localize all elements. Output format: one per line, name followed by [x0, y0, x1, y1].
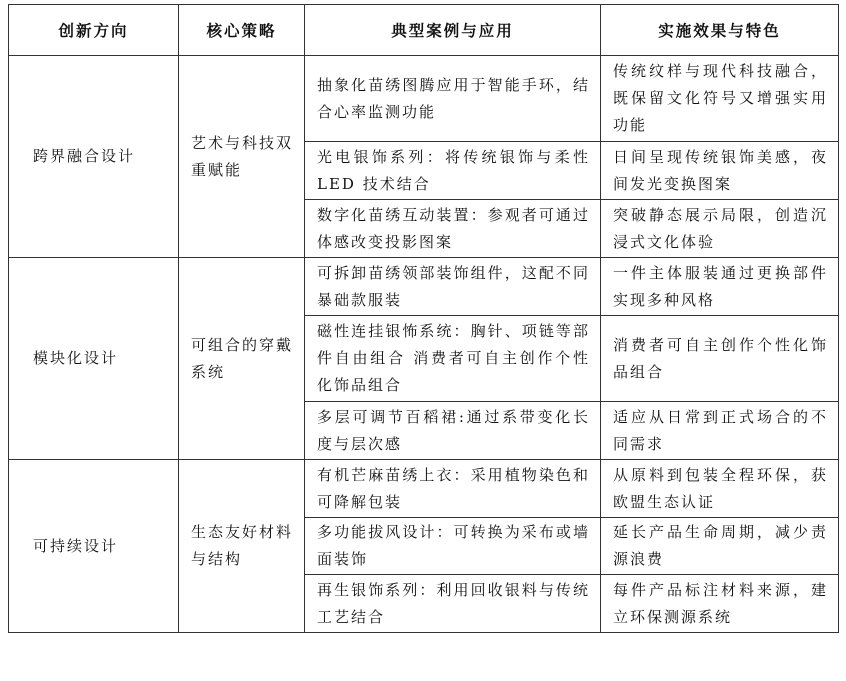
direction-cell: 跨界融合设计 [9, 56, 179, 258]
innovation-table [8, 4, 839, 633]
strategy-cell: 艺术与科技双重赋能 [179, 56, 305, 258]
case-cell: 再生银饰系列：利用回收银料与传统工艺结合 [305, 575, 601, 633]
table-row [9, 56, 839, 142]
header-strategy: 核心策略 [179, 5, 305, 56]
table-row [9, 460, 839, 518]
effect-cell: 适应从日常到正式场合的不同需求 [601, 402, 839, 460]
header-direction: 创新方向 [9, 5, 179, 56]
effect-cell: 传统纹样与现代科技融合，既保留文化符号又增强实用功能 [601, 56, 839, 142]
effect-cell: 日间呈现传统银饰美感，夜间发光变换图案 [601, 142, 839, 200]
case-cell: 磁性连挂银怖系统：胸针、项链等部件自由组合 消费者可自主创作个性化饰品组合 [305, 316, 601, 402]
case-cell: 多层可调节百稻裙:通过系带变化长度与层次感 [305, 402, 601, 460]
effect-cell: 突破静态展示局限，创造沉浸式文化体验 [601, 200, 839, 258]
direction-cell: 可持续设计 [9, 460, 179, 633]
effect-cell: 每件产品标注材料来源，建立环保测源系统 [601, 575, 839, 633]
header-row [9, 5, 839, 56]
effect-cell: 消费者可自主创作个性化饰品组合 [601, 316, 839, 402]
case-cell: 光电银饰系列：将传统银饰与柔性 LED 技术结合 [305, 142, 601, 200]
strategy-cell: 可组合的穿戴系统 [179, 258, 305, 460]
header-effect: 实施效果与特色 [601, 5, 839, 56]
case-cell: 数字化苗绣互动装置：参观者可通过体感改变投影图案 [305, 200, 601, 258]
case-cell: 有机芒麻苗绣上衣：采用植物染色和可降解包装 [305, 460, 601, 518]
effect-cell: 延长产品生命周期，减少责源浪费 [601, 518, 839, 575]
table-row [9, 258, 839, 316]
header-case: 典型案例与应用 [305, 5, 601, 56]
case-cell: 可拆卸苗绣领部装饰组件，这配不同暴础款服装 [305, 258, 601, 316]
case-cell: 多功能拔风设计：可转换为采布或墙面装饰 [305, 518, 601, 575]
direction-cell: 模块化设计 [9, 258, 179, 460]
effect-cell: 从原料到包装全程环保，获欧盟生态认证 [601, 460, 839, 518]
effect-cell: 一件主体服装通过更换部件实现多种风格 [601, 258, 839, 316]
case-cell: 抽象化苗绣图腾应用于智能手环，结合心率监测功能 [305, 56, 601, 142]
strategy-cell: 生态友好材料与结构 [179, 460, 305, 633]
